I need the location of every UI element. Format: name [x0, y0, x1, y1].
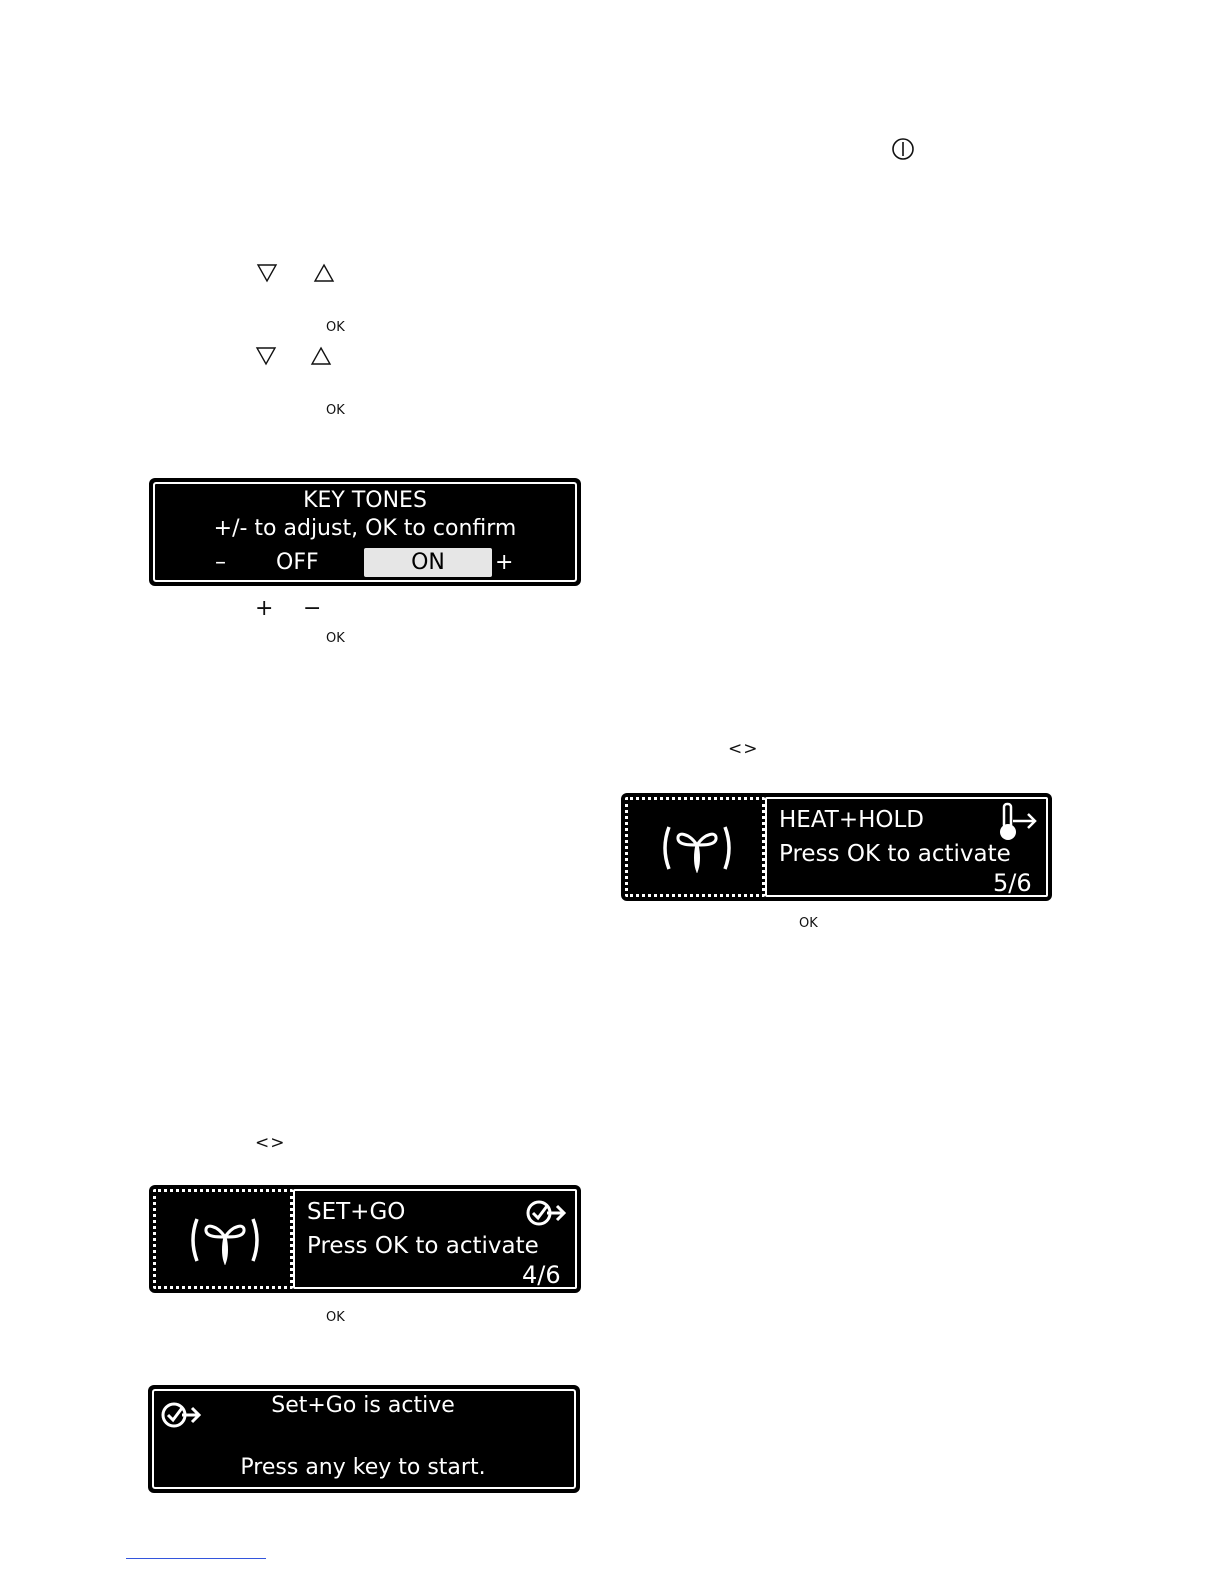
left-right-arrows-icon: <> — [728, 739, 759, 759]
heat-hold-screen — [621, 793, 1052, 901]
up-triangle-icon — [310, 346, 332, 366]
fan-icon — [659, 823, 735, 873]
screen-title: Set+Go is active — [271, 1393, 455, 1418]
screen-title: KEY TONES — [303, 488, 427, 513]
down-triangle-icon — [256, 263, 278, 283]
page-indicator: 5/6 — [993, 869, 1032, 897]
plus-icon: + — [255, 596, 274, 621]
ok-key-label: OK — [326, 631, 345, 646]
off-option[interactable]: OFF — [276, 550, 319, 575]
screen-instruction: Press OK to activate — [779, 841, 1011, 867]
set-go-active-screen — [148, 1385, 580, 1493]
ok-key-label: OK — [326, 1310, 345, 1325]
screen-instruction: Press any key to start. — [240, 1455, 486, 1480]
power-icon — [891, 137, 915, 161]
set-go-icon — [525, 1197, 567, 1229]
screen-instruction: Press OK to activate — [307, 1233, 539, 1259]
fan-icon — [187, 1215, 263, 1265]
screen-instruction: +/- to adjust, OK to confirm — [213, 516, 517, 541]
page-indicator: 4/6 — [522, 1261, 561, 1289]
heat-hold-icon — [999, 801, 1041, 843]
minus-icon: − — [303, 596, 322, 621]
down-triangle-icon — [255, 346, 277, 366]
set-go-screen — [149, 1185, 581, 1293]
screen-title: HEAT+HOLD — [779, 807, 925, 833]
ok-key-label: OK — [799, 916, 818, 931]
key-tones-screen — [149, 478, 581, 586]
ok-key-label: OK — [326, 403, 345, 418]
on-option-label: ON — [411, 550, 445, 575]
left-right-arrows-icon: <> — [255, 1133, 286, 1153]
footnote-rule — [126, 1558, 266, 1559]
screen-title: SET+GO — [307, 1199, 406, 1225]
up-triangle-icon — [313, 263, 335, 283]
ok-key-label: OK — [326, 320, 345, 335]
on-option-selected[interactable] — [364, 548, 492, 577]
plus-option[interactable]: + — [495, 550, 514, 575]
minus-option[interactable]: – — [215, 550, 226, 575]
